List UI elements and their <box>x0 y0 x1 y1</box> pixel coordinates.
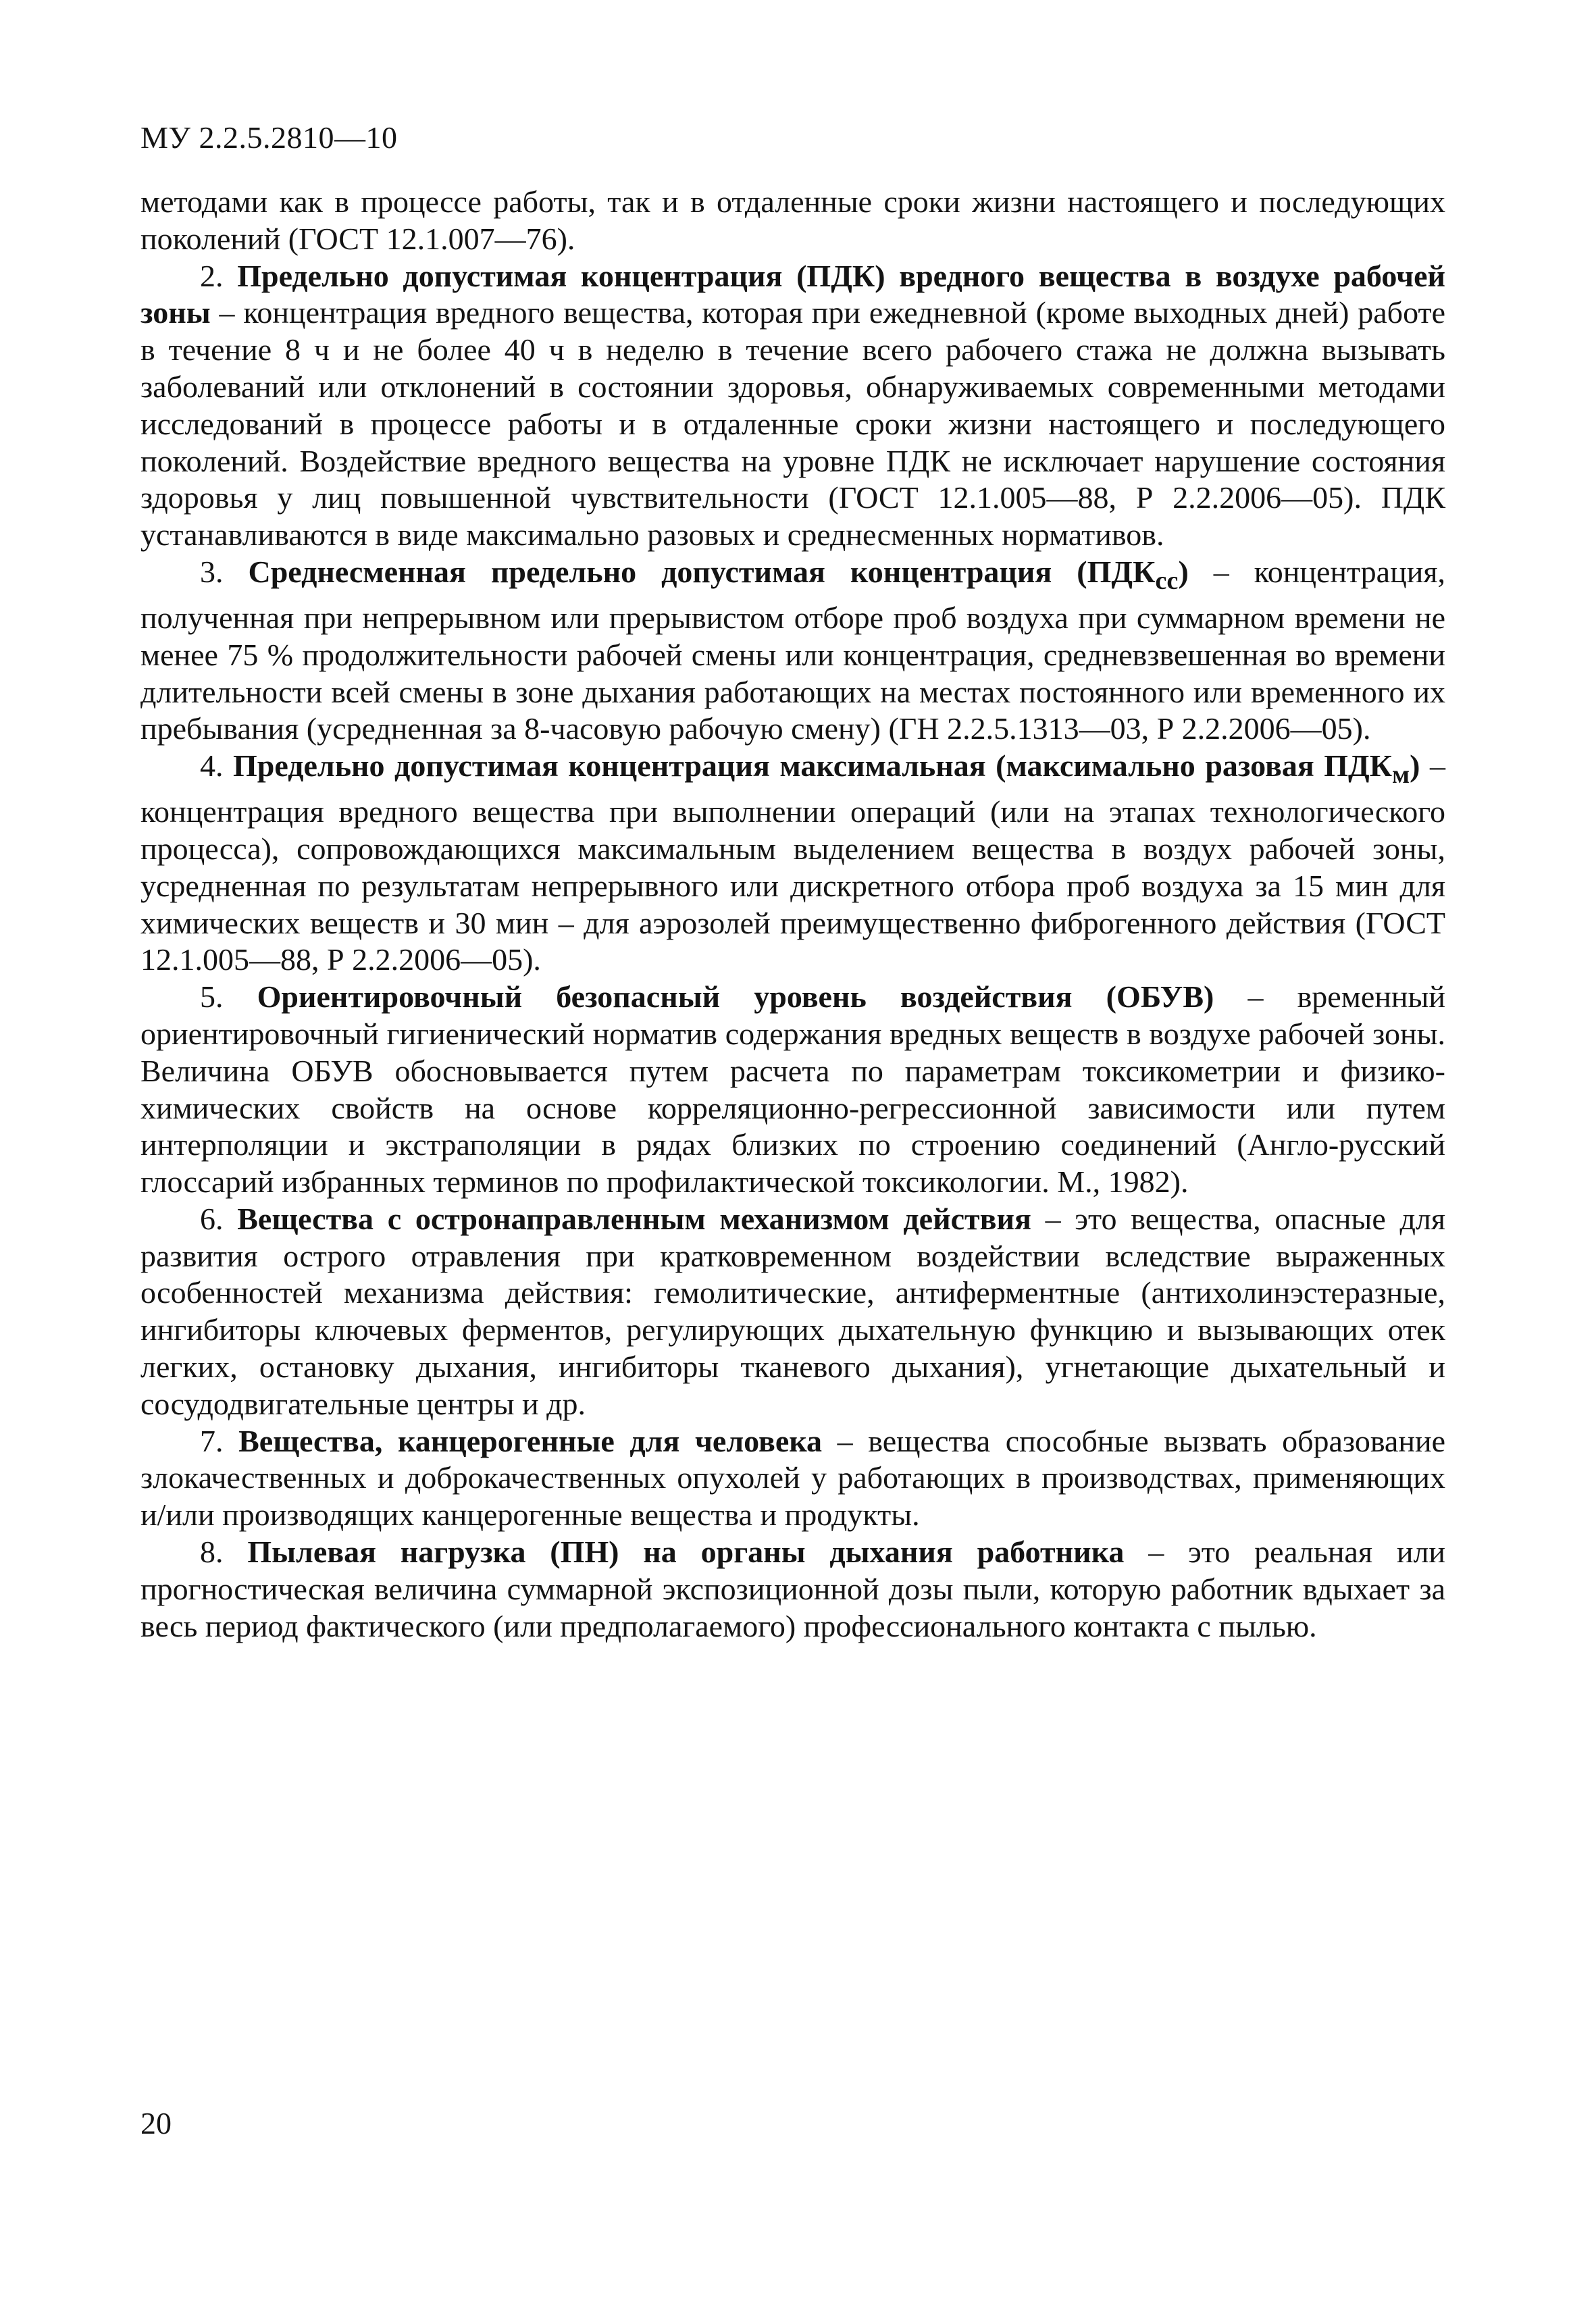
document-body <box>140 184 1445 1645</box>
definition-text: – это вещества, опасные для развития острого отравления при кратковременном воздействии вследствие выраженных особенностей механизма действия: гемолитические, антиферментные (антихолинэстеразные, ингибиторы ключевых ферментов, регулирующих дыхательную функцию и вызывающих отек легких, остановку дыхания, ингибиторы тканевого дыхания), угнетающие дыхательный и сосудодвигательные центры и др. <box>140 1201 1445 1421</box>
item-number: 4. <box>200 748 234 783</box>
item-number: 2. <box>200 258 238 293</box>
definition-item-8 <box>140 1534 1445 1645</box>
definition-item-5 <box>140 979 1445 1201</box>
defined-term: Вещества с остронаправленным механизмом действия <box>237 1201 1031 1236</box>
term-closing: ) <box>1410 748 1420 783</box>
definition-item-3 <box>140 554 1445 748</box>
definition-text: – это реальная или прогностическая величина суммарной экспозиционной дозы пыли, которую работник вдыхает за весь период фактического (или предполагаемого) профессионального контакта с пылью. <box>140 1535 1446 1643</box>
defined-term: Предельно допустимая концентрация (ПДК) вредного вещества в воздухе рабочей зоны <box>140 258 1445 330</box>
term-subscript: м <box>1392 761 1410 790</box>
definition-text: – временный ориентировочный гигиенический норматив содержания вредных веществ в воздухе рабочей зоны. Величина ОБУВ обосновывается путем расчета по параметрам токсикометрии и физико-химических свойств на основе корреляционно-регрессионной зависимости или путем интерполяции и экстраполяции в рядах близких по строению соединений (Англо-русский глоссарий избранных терминов по профилактической токсикологии. М., 1982). <box>140 979 1445 1200</box>
definition-text: – концентрация, полученная при непрерывном или прерывистом отборе проб воздуха при суммарном времени не менее 75 % продолжительности рабочей смены или концентрация, средневзвешенная во времени длительности всей смены в зоне дыхания работающих на местах постоянного или временного их пребывания (усредненная за 8-часовую рабочую смену) (ГН 2.2.5.1313—03, Р 2.2.2006—05). <box>140 554 1445 746</box>
definition-item-4 <box>140 748 1445 979</box>
definition-text: – концентрация вредного вещества, которая при ежедневной (кроме выходных дней) работе в течение 8 ч и не более 40 ч в неделю в течение всего рабочего стажа не должна вызывать заболеваний или отклонений в состоянии здоровья, обнаруживаемых современными методами исследований в процессе работы и в отдаленные сроки жизни настоящего и последующего поколений. Воздействие вредного вещества на уровне ПДК не исключает нарушение состояния здоровья у лиц повышенной чувствительности (ГОСТ 12.1.005—88, Р 2.2.2006—05). ПДК устанавливаются в виде максимально разовых и среднесменных нормативов. <box>140 295 1445 552</box>
defined-term: Ориентировочный безопасный уровень воздействия (ОБУВ) <box>257 979 1214 1014</box>
definition-item-7 <box>140 1423 1445 1534</box>
definition-text: – вещества способные вызвать образование злокачественных и доброкачественных опухолей у работающих в производствах, применяющих и/или производящих канцерогенные вещества и продукты. <box>140 1423 1445 1533</box>
item-number: 5. <box>200 979 257 1014</box>
document-code-header: МУ 2.2.5.2810—10 <box>140 120 398 155</box>
definition-text: – концентрация вредного вещества при выполнении операций (или на этапах технологического процесса), сопровождающихся максимальным выделением вещества в воздух рабочей зоны, усредненная по результатам непрерывного или дискретного отбора проб воздуха за 15 мин для химических веществ и 30 мин – для аэрозолей преимущественно фиброгенного действия (ГОСТ 12.1.005—88, Р 2.2.2006—05). <box>140 748 1445 977</box>
intro-paragraph: методами как в процессе работы, так и в отдаленные сроки жизни настоящего и последующих поколений (ГОСТ 12.1.007—76). <box>140 184 1445 256</box>
term-closing: ) <box>1178 554 1189 589</box>
term-subscript: сс <box>1155 567 1179 596</box>
item-number: 8. <box>200 1535 248 1570</box>
defined-term <box>248 554 1189 596</box>
term-text: Предельно допустимая концентрация максимальная (максимально разовая ПДК <box>233 748 1393 783</box>
defined-term <box>233 748 1420 790</box>
item-number: 6. <box>200 1201 238 1236</box>
item-number: 7. <box>200 1423 239 1458</box>
defined-term: Вещества, канцерогенные для человека <box>238 1423 823 1458</box>
defined-term: Пылевая нагрузка (ПН) на органы дыхания работника <box>247 1535 1125 1570</box>
item-number: 3. <box>200 554 249 589</box>
definition-item-6 <box>140 1201 1445 1423</box>
term-text: Среднесменная предельно допустимая концентрация (ПДК <box>248 554 1156 589</box>
page-number: 20 <box>140 2106 172 2140</box>
definition-item-2 <box>140 258 1445 554</box>
